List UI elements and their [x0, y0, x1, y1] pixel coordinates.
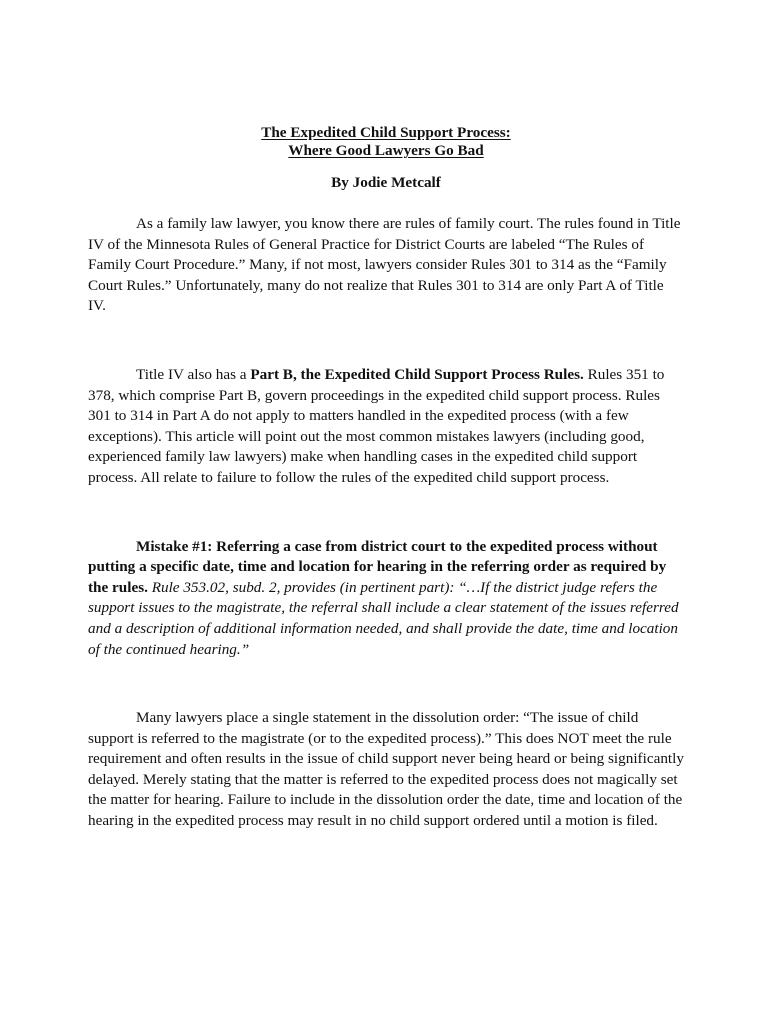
paragraph-part-b-bold: Part B, the Expedited Child Support Process Rules. — [250, 365, 584, 383]
author-byline: By Jodie Metcalf — [331, 174, 441, 191]
document-body — [88, 124, 684, 832]
paragraph-dissolution-order — [88, 708, 684, 832]
paragraph-intro-text: As a family law lawyer, you know there are rules of family court. The rules found in Title IV of the Minnesota Rules of General Practice for District Courts are labeled “The Rules of Family Court Procedure.” Many, if not most, lawyers consider Rules 301 to 314 as the “Family Court Rules.” Unfortunately, many do not realize that Rules 301 to 314 are only Part A of Title IV. — [88, 215, 681, 315]
title-line-2: Where Good Lawyers Go Bad — [288, 142, 484, 159]
mistake-1-heading: Mistake #1: Referring a case from district court to the expedited process without putting a specific date, time and location for hearing in the referring order as required by the rules. — [88, 537, 667, 596]
mistake-1-rule-quote: Rule 353.02, subd. 2, provides (in pertinent part): “…If the district judge refers the support issues to the magistrate, the referral shall include a clear statement of the issues referred and a description of additional information needed, and shall provide the date, time and location of the continued hearing.” — [88, 578, 679, 658]
paragraph-part-b — [88, 365, 684, 489]
paragraph-part-b-rest: Rules 351 to 378, which comprise Part B, govern proceedings in the expedited child support process. Rules 301 to 314 in Part A do not apply to matters handled in the expedited process (with a few exceptions). This article will point out the most common mistakes lawyers (including good, experienced family law lawyers) make when handling cases in the expedited child support process. All relate to failure to follow the rules of the expedited child support process. — [88, 365, 665, 486]
paragraph-mistake-1 — [88, 537, 684, 661]
paragraph-part-b-lead: Title IV also has a — [136, 365, 251, 383]
title-line-1: The Expedited Child Support Process: — [261, 124, 511, 141]
paragraph-intro — [88, 214, 684, 317]
document-title — [88, 124, 684, 160]
paragraph-dissolution-order-text: Many lawyers place a single statement in the dissolution order: “The issue of child support is referred to the magistrate (or to the expedited process).” This does NOT meet the rule requirement and often results in the issue of child support never being heard or being significantly delayed. Merely stating that the matter is referred to the expedited process does not magically set the matter for hearing. Failure to include in the dissolution order the date, time and location of the hearing in the expedited process may result in no child support ordered until a motion is filed. — [88, 709, 684, 830]
